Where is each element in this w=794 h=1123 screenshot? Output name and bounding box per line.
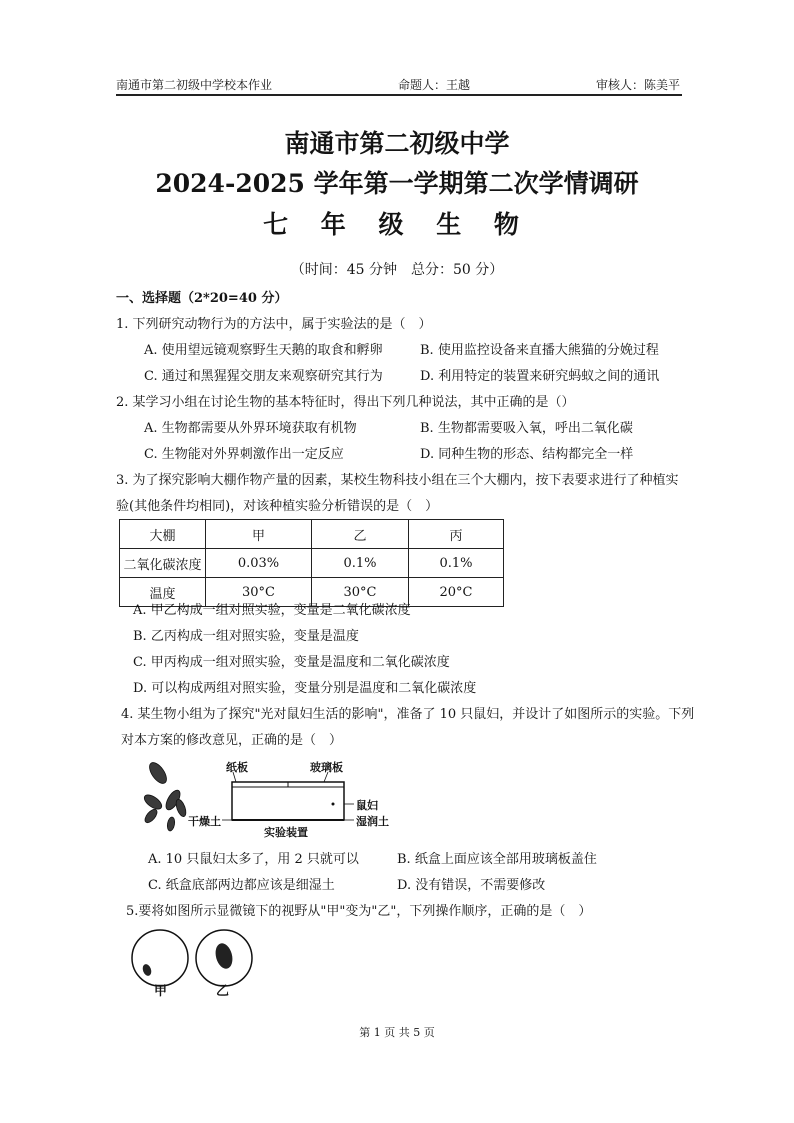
label-dry-soil: 干燥土 xyxy=(188,815,221,828)
table-cell: 0.03% xyxy=(206,549,312,578)
table-row xyxy=(120,520,504,549)
experiment-diagram xyxy=(128,758,392,840)
q4-option-c: C. 纸盒底部两边都应该是细湿土 xyxy=(148,878,335,893)
woodlouse-icon xyxy=(142,760,188,832)
q3-option-c: C. 甲丙构成一组对照实验，变量是温度和二氧化碳浓度 xyxy=(133,655,450,670)
cell-icon xyxy=(213,941,235,970)
view-circle-a xyxy=(132,930,188,986)
school-title: 南通市第二初级中学 xyxy=(284,129,510,158)
label-woodlouse: 鼠妇 xyxy=(356,799,378,812)
q1-option-c: C. 通过和黑猩猩交朋友来观察研究其行为 xyxy=(144,369,383,384)
q2-option-b: B. 生物都需要吸入氧，呼出二氧化碳 xyxy=(420,421,633,436)
page-footer: 第 1 页 共 5 页 xyxy=(359,1026,435,1039)
experiment-table xyxy=(119,519,504,607)
label-box: 实验装置 xyxy=(264,826,308,839)
q3-stem-line2: 验(其他条件均相同)，对该种植实验分析错误的是（ ） xyxy=(116,499,439,514)
q4-option-a: A. 10 只鼠妇太多了，用 2 只就可以 xyxy=(148,852,359,867)
exam-title: 2024-2025 学年第一学期第二次学情调研 xyxy=(155,169,639,198)
q4-stem-line1: 4. 某生物小组为了探究"光对鼠妇生活的影响"，准备了 10 只鼠妇，并设计了如图所示的实验。下列 xyxy=(121,707,695,722)
q3-option-b: B. 乙丙构成一组对照实验，变量是温度 xyxy=(133,629,359,644)
q4-option-d: D. 没有错误，不需要修改 xyxy=(397,878,546,893)
q1-option-a: A. 使用望远镜观察野生天鹅的取食和孵卵 xyxy=(144,343,383,358)
header-divider xyxy=(116,94,682,96)
table-cell: 温度 xyxy=(120,578,206,607)
q3-option-a: A. 甲乙构成一组对照实验，变量是二氧化碳浓度 xyxy=(133,603,411,618)
table-cell: 大棚 xyxy=(120,520,206,549)
q3-option-d: D. 可以构成两组对照实验，变量分别是温度和二氧化碳浓度 xyxy=(133,681,477,696)
label-glass: 玻璃板 xyxy=(310,761,343,774)
q1-stem: 1. 下列研究动物行为的方法中，属于实验法的是（ ） xyxy=(116,317,432,332)
view-label-b: 乙 xyxy=(216,984,230,999)
time-score: （时间：45 分钟 总分：50 分） xyxy=(290,262,504,278)
table-cell: 30°C xyxy=(206,578,312,607)
table-cell: 丙 xyxy=(409,520,504,549)
q3-stem-line1: 3. 为了探究影响大棚作物产量的因素，某校生物科技小组在三个大棚内，按下表要求进行了种植实 xyxy=(116,473,679,488)
table-cell: 20°C xyxy=(409,578,504,607)
q2-stem: 2. 某学习小组在讨论生物的基本特征时，得出下列几种说法，其中正确的是（） xyxy=(116,395,575,410)
q4-experiment-figure xyxy=(128,758,392,844)
q4-stem-line2: 对本方案的修改意见，正确的是（ ） xyxy=(121,733,343,748)
q4-option-b: B. 纸盒上面应该全部用玻璃板盖住 xyxy=(397,852,597,867)
q2-option-a: A. 生物都需要从外界环境获取有机物 xyxy=(144,421,357,436)
page-header xyxy=(116,72,682,94)
q5-stem: 5.要将如图所示显微镜下的视野从"甲"变为"乙"，下列操作顺序，正确的是（ ） xyxy=(126,904,592,919)
table-cell: 二氧化碳浓度 xyxy=(120,549,206,578)
table-cell: 0.1% xyxy=(409,549,504,578)
cell-icon xyxy=(141,963,153,977)
table-row xyxy=(120,549,504,578)
label-paperboard: 纸板 xyxy=(226,761,248,774)
table-cell: 甲 xyxy=(206,520,312,549)
table-cell: 0.1% xyxy=(312,549,409,578)
microscope-views xyxy=(128,924,260,996)
header-school: 南通市第二初级中学校本作业 xyxy=(116,78,273,92)
subject-title: 七 年 级 生 物 xyxy=(263,210,531,239)
header-author: 命题人：王越 xyxy=(398,78,471,92)
q2-option-d: D. 同种生物的形态、结构都完全一样 xyxy=(420,447,634,462)
section-heading: 一、选择题（2*20=40 分） xyxy=(116,291,288,306)
header-reviewer: 审核人：陈美平 xyxy=(595,78,680,92)
q2-option-c: C. 生物能对外界刺激作出一定反应 xyxy=(144,447,344,462)
view-label-a: 甲 xyxy=(154,984,168,999)
q5-microscope-figure xyxy=(128,924,260,1000)
q1-option-d: D. 利用特定的装置来研究蚂蚁之间的通讯 xyxy=(420,369,660,384)
label-wet-soil: 湿润土 xyxy=(356,815,389,828)
table-cell: 30°C xyxy=(312,578,409,607)
q1-option-b: B. 使用监控设备来直播大熊猫的分娩过程 xyxy=(420,343,659,358)
table-cell: 乙 xyxy=(312,520,409,549)
